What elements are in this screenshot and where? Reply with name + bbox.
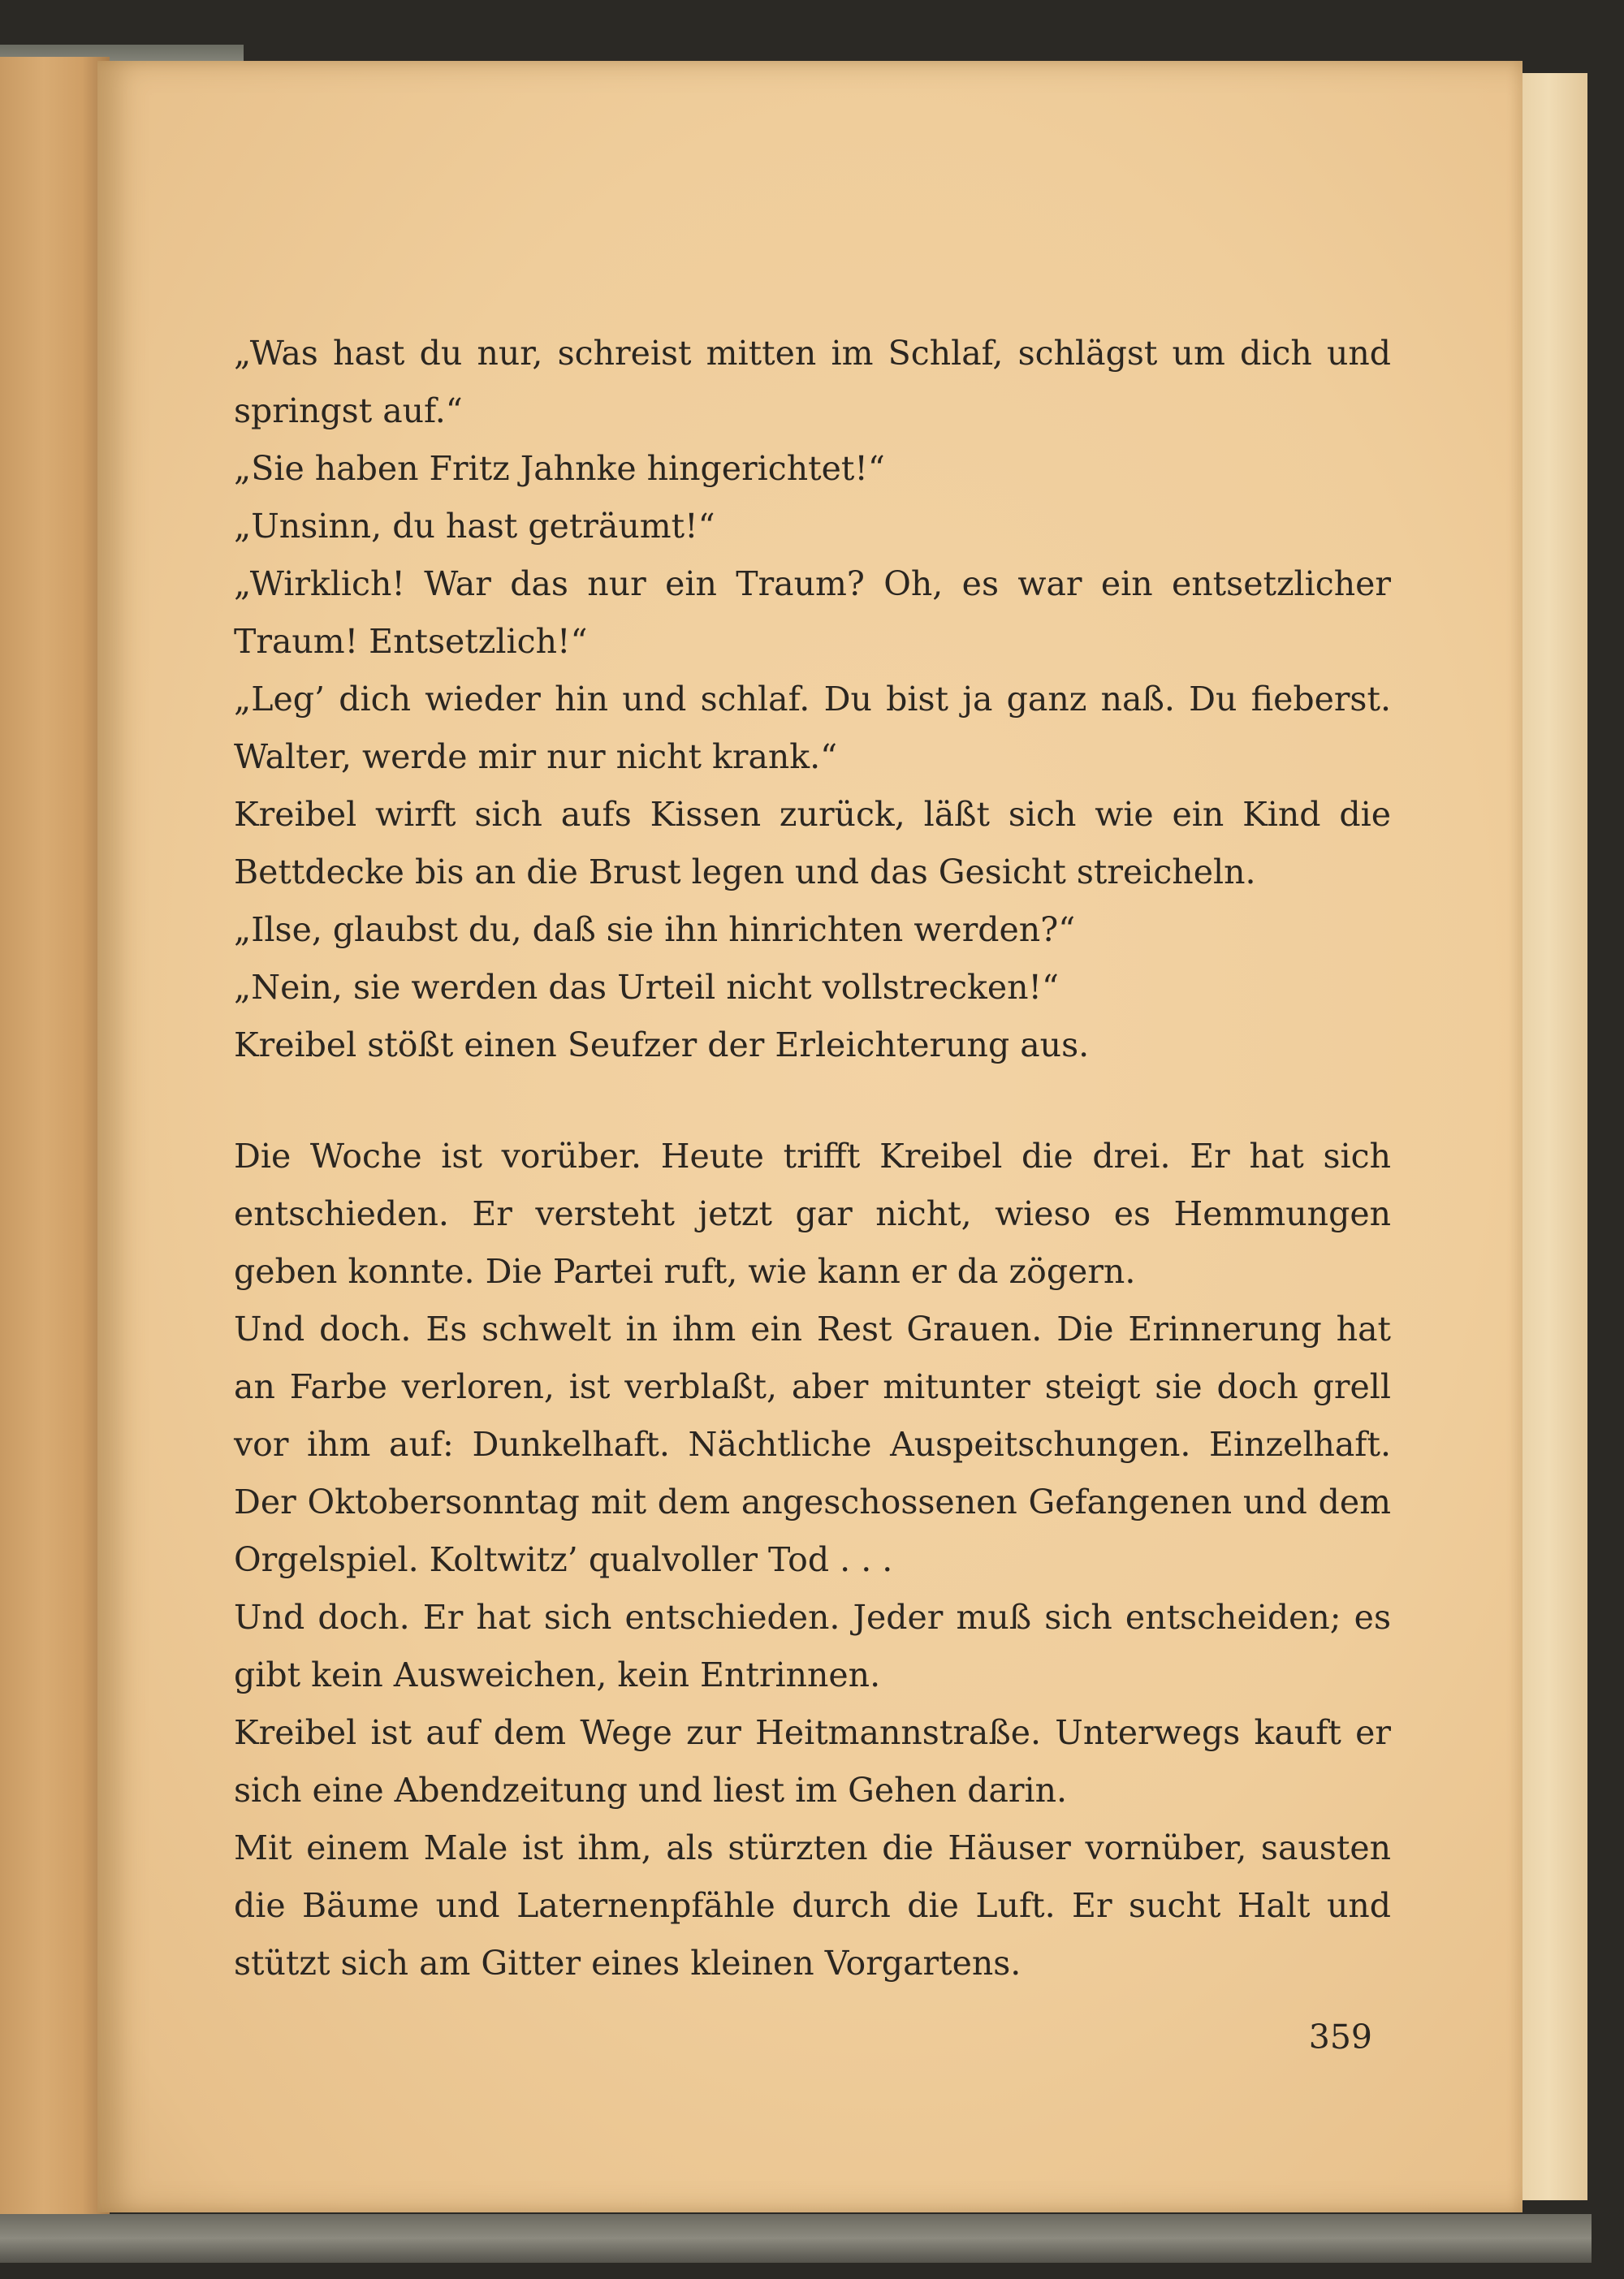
book-spine [0, 57, 110, 2249]
paragraph: Kreibel stößt einen Seufzer der Erleichterung aus. [234, 1025, 1090, 1064]
page-body-text [234, 325, 1391, 1992]
paragraph: „Leg’ dich wieder hin und schlaf. Du bist ja ganz naß. Du fieberst. Walter, werde mir nur nicht krank.“ [234, 680, 1391, 776]
paragraph: „Wirklich! War das nur ein Traum? Oh, es war ein entsetzlicher Traum! Entsetzlich!“ [234, 564, 1391, 661]
cloth-binding-bottom [0, 2214, 1592, 2263]
paragraph: „Ilse, glaubst du, daß sie ihn hinrichten werden?“ [234, 910, 1076, 949]
paragraph: „Unsinn, du hast geträumt!“ [234, 507, 715, 546]
page-number: 359 [1308, 2018, 1372, 2057]
paragraph: „Sie haben Fritz Jahnke hingerichtet!“ [234, 449, 885, 488]
section-break [234, 1074, 1391, 1128]
paragraph: Kreibel ist auf dem Wege zur Heitmannstraße. Unterwegs kauft er sich eine Abendzeitung und liest im Gehen darin. [234, 1713, 1391, 1810]
paragraph: „Nein, sie werden das Urteil nicht vollstrecken!“ [234, 968, 1059, 1007]
paragraph: Kreibel wirft sich aufs Kissen zurück, läßt sich wie ein Kind die Bettdecke bis an die Brust legen und das Gesicht streicheln. [234, 795, 1391, 891]
paragraph: Mit einem Male ist ihm, als stürzten die Häuser vornüber, sausten die Bäume und Laternenpfähle durch die Luft. Er sucht Halt und stützt sich am Gitter eines kleinen Vorgartens. [234, 1828, 1391, 1983]
paragraph: „Was hast du nur, schreist mitten im Schlaf, schlägst um dich und springst auf.“ [234, 334, 1391, 430]
page-edge-stack [1522, 73, 1587, 2200]
paragraph: Und doch. Er hat sich entschieden. Jeder muß sich entscheiden; es gibt kein Ausweichen, kein Entrinnen. [234, 1598, 1391, 1694]
book-page [97, 61, 1522, 2212]
paragraph: Die Woche ist vorüber. Heute trifft Kreibel die drei. Er hat sich entschieden. Er versteht jetzt gar nicht, wieso es Hemmungen geben konnte. Die Partei ruft, wie kann er da zögern. [234, 1137, 1391, 1291]
paragraph: Und doch. Es schwelt in ihm ein Rest Grauen. Die Erinnerung hat an Farbe verloren, ist verblaßt, aber mitunter steigt sie doch grell vor ihm auf: Dunkelhaft. Nächtliche Auspeitschungen. Einzelhaft. Der Oktobersonntag mit dem angeschossenen Gefangenen und dem Orgelspiel. Koltwitz’ qualvoller Tod . . . [234, 1310, 1391, 1579]
